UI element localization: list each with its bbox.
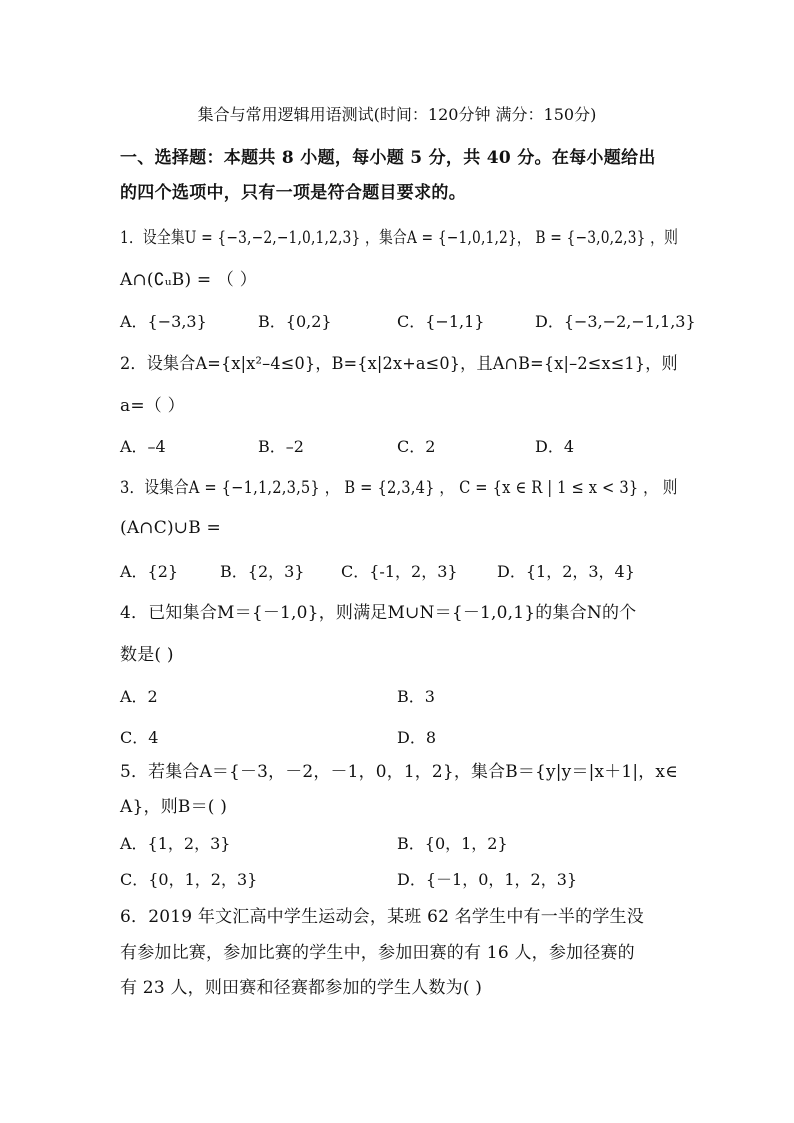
question-5-option-a: A．{1，2，3} (120, 834, 231, 853)
question-1-option-c: C．{−1,1} (397, 312, 485, 331)
page-title: 集合与常用逻辑用语测试(时间：120分钟 满分：150分) (197, 105, 597, 124)
question-4-option-c: C．4 (120, 728, 159, 747)
question-1-option-b: B．{0,2} (258, 312, 332, 331)
question-3-stem-cont: (A∩C)∪B = (120, 518, 221, 538)
question-3-stem: 3．设集合A = {−1,1,2,3,5} ， B = {2,3,4} ， C = {x ∈ R | 1 ≤ x < 3} ， 则 (120, 478, 678, 498)
question-6-stem-cont-2: 有 23 人，则田赛和径赛都参加的学生人数为( ) (120, 978, 483, 998)
question-4-option-d: D．8 (397, 728, 437, 747)
question-3-option-b: B．{2，3} (220, 562, 305, 581)
question-4-stem: 4．已知集合M＝{－1,0}，则满足M∪N＝{－1,0,1}的集合N的个 (120, 603, 637, 623)
question-2-stem-cont: a=（ ） (120, 396, 185, 416)
question-5-stem-cont: A}，则B＝( ) (120, 797, 228, 817)
section-heading-line-1: 一、选择题：本题共 8 小题，每小题 5 分，共 40 分。在每小题给出 (120, 148, 656, 168)
question-4-option-a: A．2 (120, 687, 158, 706)
question-2-option-d: D．4 (535, 437, 575, 456)
question-1-option-a: A．{−3,3} (120, 312, 207, 331)
question-2-option-a: A．–4 (120, 437, 166, 456)
question-5-option-d: D．{－1，0，1，2，3} (397, 870, 578, 889)
question-1-stem-cont: A∩(∁ᵤB) = （ ） (120, 270, 257, 290)
question-2-option-b: B．–2 (258, 437, 304, 456)
question-6-stem-cont-1: 有参加比赛，参加比赛的学生中，参加田赛的有 16 人，参加径赛的 (120, 943, 635, 963)
question-4-stem-cont: 数是( ) (120, 645, 174, 665)
question-1-option-d: D．{−3,−2,−1,1,3} (535, 312, 696, 331)
question-3-option-a: A．{2} (120, 562, 179, 581)
question-2-stem: 2．设集合A={x|x²–4≤0}，B={x|2x+a≤0}，且A∩B={x|–2≤x≤1}，则 (120, 354, 678, 374)
question-5-option-c: C．{0，1，2，3} (120, 870, 258, 889)
question-3-option-c: C．{-1，2，3} (341, 562, 458, 581)
question-5-option-b: B．{0，1，2} (397, 834, 508, 853)
question-1-stem: 1．设全集U = {−3,−2,−1,0,1,2,3} ，集合A = {−1,0,1,2}， B = {−3,0,2,3} ，则 (120, 228, 679, 248)
question-5-stem: 5．若集合A＝{－3，－2，－1，0，1，2}，集合B＝{y|y＝|x＋1|，x∈ (120, 762, 678, 782)
question-4-option-b: B．3 (397, 687, 435, 706)
question-6-stem: 6．2019 年文汇高中学生运动会，某班 62 名学生中有一半的学生没 (120, 907, 644, 927)
question-2-option-c: C．2 (397, 437, 436, 456)
question-3-option-d: D．{1，2，3，4} (497, 562, 635, 581)
section-heading-line-2: 的四个选项中，只有一项是符合题目要求的。 (120, 183, 466, 203)
